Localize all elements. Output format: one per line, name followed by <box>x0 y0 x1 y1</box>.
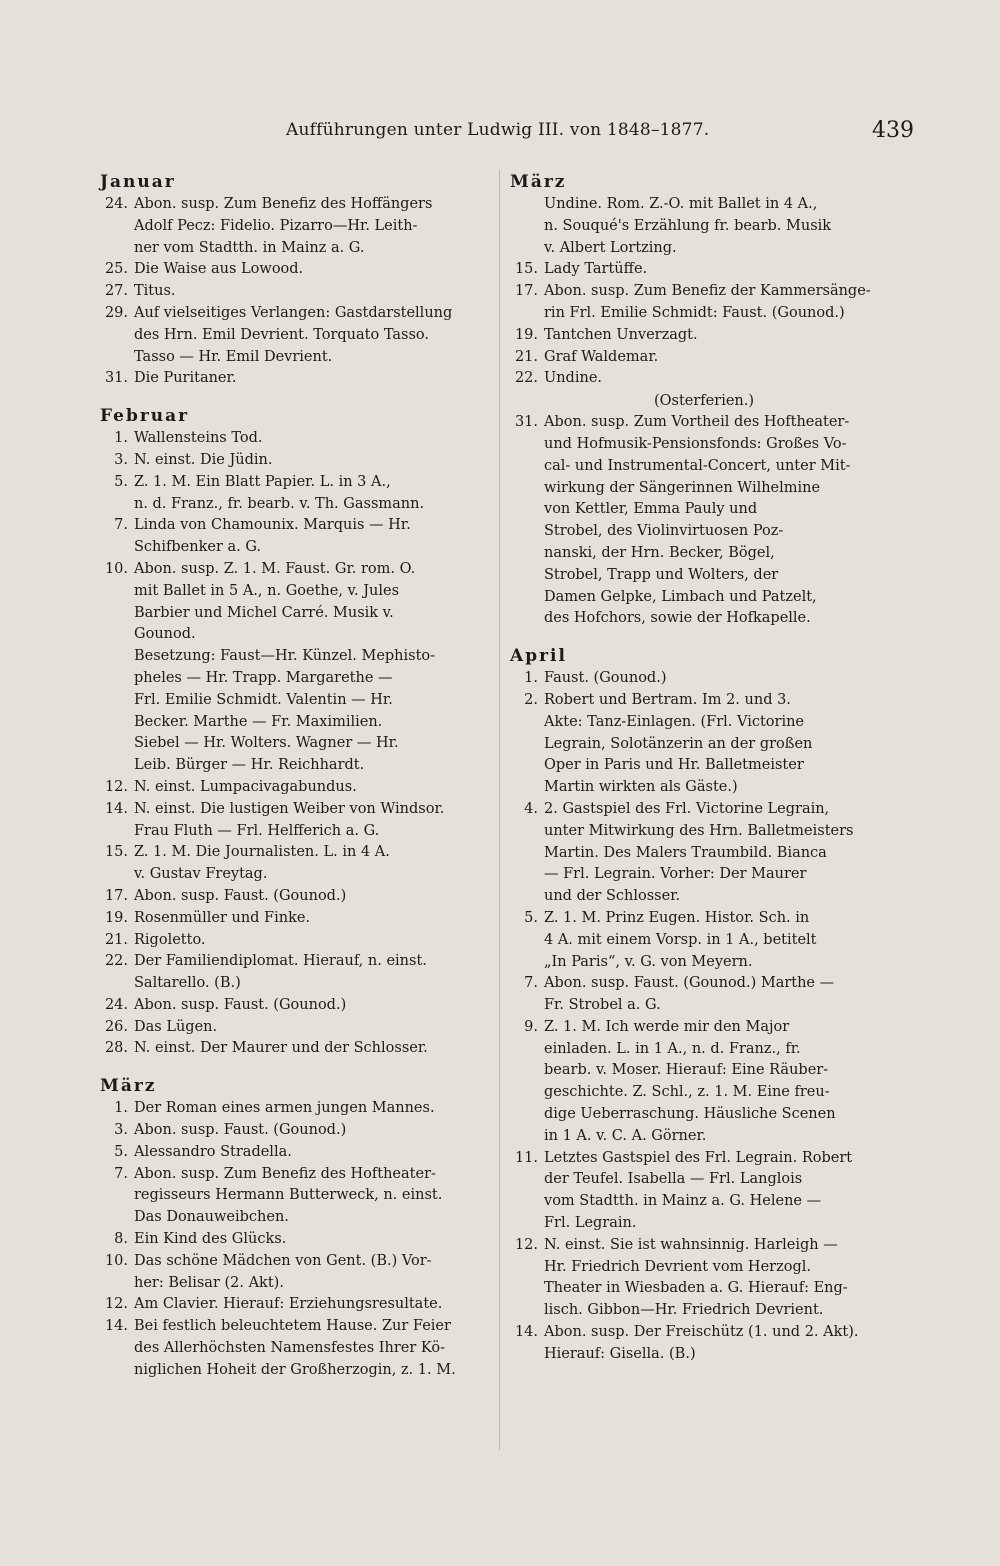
entry-text-line: pheles — Hr. Trapp. Margarethe — <box>134 669 393 686</box>
performance-entry <box>100 908 490 930</box>
entry-text-line: her: Belisar (2. Akt). <box>134 1274 284 1291</box>
entry-date: 14. <box>514 1324 538 1341</box>
performance-entry <box>100 1251 490 1295</box>
entry-text-line: mit Ballet in 5 A., n. Goethe, v. Jules <box>134 582 400 599</box>
entry-text-line: Alessandro Stradella. <box>134 1143 292 1160</box>
entry-text-line: Abon. susp. Zum Benefiz des Hoffängers <box>134 196 433 212</box>
entry-text-line: Wallensteins Tod. <box>134 430 263 447</box>
entry-date: 4. <box>524 800 538 817</box>
entry-text-line: geschichte. Z. Schl., z. 1. M. Eine freu- <box>544 1084 830 1101</box>
entry-text-line: Linda von Chamounix. Marquis — Hr. <box>134 517 411 534</box>
entry-text-line: lisch. Gibbon—Hr. Friedrich Devrient. <box>544 1302 824 1319</box>
entry-text-line: — Frl. Legrain. Vorher: Der Maurer <box>544 866 807 883</box>
entry-text-line: 4 A. mit einem Vorsp. in 1 A., betitelt <box>544 931 817 948</box>
entry-date: 29. <box>104 304 128 321</box>
entry-text-line: Z. 1. M. Die Journalisten. L. in 4 A. <box>134 844 390 861</box>
entry-text-line: des Hrn. Emil Devrient. Torquato Tasso. <box>134 326 429 343</box>
entry-text-line: Akte: Tanz-Einlagen. (Frl. Victorine <box>544 713 805 730</box>
performance-entry <box>100 842 490 886</box>
entry-text-line: des Allerhöchsten Namensfestes Ihrer Kö- <box>134 1340 445 1357</box>
entry-text-line: niglichen Hoheit der Großherzogin, z. 1. M. <box>134 1361 456 1378</box>
entry-date: 5. <box>114 473 128 490</box>
performance-entry <box>100 515 490 559</box>
performance-entry <box>100 472 490 516</box>
entry-date: 22. <box>104 953 128 970</box>
entry-text-line: n. d. Franz., fr. bearb. v. Th. Gassmann. <box>134 495 425 512</box>
entry-date: 19. <box>514 326 538 343</box>
entry-text-line: N. einst. Lumpacivagabundus. <box>134 778 357 795</box>
entry-text-line: Rosenmüller und Finke. <box>134 909 311 926</box>
entry-text-line: Faust. (Gounod.) <box>544 670 667 687</box>
performance-entry <box>100 1120 490 1142</box>
page-number: 439 <box>872 118 914 143</box>
entry-text-line: und der Schlosser. <box>544 888 681 905</box>
performance-entry <box>510 1235 898 1322</box>
entry-date: 17. <box>104 887 128 904</box>
right-column <box>510 170 898 1366</box>
performance-entry <box>510 194 898 259</box>
entry-date: 1. <box>114 430 128 447</box>
entry-text-line: Z. 1. M. Ein Blatt Papier. L. in 3 A., <box>134 473 391 490</box>
entry-text-line: Z. 1. M. Ich werde mir den Major <box>544 1018 790 1035</box>
entry-text-line: Abon. susp. Zum Benefiz der Kammersänge- <box>544 283 871 300</box>
performance-entry <box>100 428 490 450</box>
entry-date: 11. <box>514 1149 538 1166</box>
entry-date: 24. <box>104 996 128 1013</box>
entry-text-line: Tasso — Hr. Emil Devrient. <box>134 348 333 365</box>
entry-date: 8. <box>114 1231 128 1248</box>
entry-date: 31. <box>104 370 128 387</box>
entry-date: 7. <box>114 517 128 534</box>
entry-text-line: Ein Kind des Glücks. <box>134 1231 287 1248</box>
entry-text-line: Abon. susp. Faust. (Gounod.) Marthe — <box>544 975 835 992</box>
performance-entry <box>510 1017 898 1148</box>
entry-date: 21. <box>514 348 538 365</box>
entry-text-line: „In Paris“, v. G. von Meyern. <box>544 953 753 970</box>
column-divider <box>499 170 500 1450</box>
performance-entry <box>100 303 490 368</box>
entry-date: 21. <box>104 931 128 948</box>
entry-text-line: Am Clavier. Hierauf: Erziehungsresultate. <box>134 1296 443 1313</box>
entry-text-line: von Kettler, Emma Pauly und <box>544 501 758 518</box>
performance-entry <box>100 951 490 995</box>
entry-text-line: N. einst. Die lustigen Weiber von Windsor. <box>134 800 445 817</box>
entry-text-line: Graf Waldemar. <box>544 348 659 365</box>
entry-date: 14. <box>104 1318 128 1335</box>
entry-text-line: Legrain, Solotänzerin an der großen <box>544 735 813 752</box>
performance-entry <box>510 690 898 799</box>
entry-date: 7. <box>524 975 538 992</box>
entry-text-line: Undine. <box>544 370 603 387</box>
performance-entry <box>100 646 490 777</box>
entry-date: 19. <box>104 909 128 926</box>
entry-text-line: Abon. susp. Der Freischütz (1. und 2. Akt). <box>544 1324 859 1341</box>
entry-text-line: Auf vielseitiges Verlangen: Gastdarstellung <box>134 304 453 321</box>
month-heading: März <box>100 1076 157 1097</box>
entry-date: 31. <box>514 414 538 431</box>
entry-text-line: rin Frl. Emilie Schmidt: Faust. (Gounod.) <box>544 304 845 321</box>
entry-date: 12. <box>104 778 128 795</box>
entry-text-line: Abon. susp. Zum Vortheil des Hoftheater- <box>544 414 850 431</box>
entry-text-line: nanski, der Hrn. Becker, Bögel, <box>544 544 775 561</box>
entry-date: 26. <box>104 1018 128 1035</box>
entry-text-line: Gounod. <box>134 626 196 643</box>
entry-date: 1. <box>524 670 538 687</box>
entry-text-line: Becker. Marthe — Fr. Maximilien. <box>134 713 383 730</box>
performance-entry <box>100 1229 490 1251</box>
entry-text-line: Abon. susp. Zum Benefiz des Hoftheater- <box>134 1165 436 1182</box>
entry-text-line: Das Lügen. <box>134 1018 218 1035</box>
performance-entry <box>100 799 490 843</box>
performance-entry <box>510 325 898 347</box>
performance-entry <box>510 908 898 973</box>
entry-text-line: ner vom Stadtth. in Mainz a. G. <box>134 239 365 256</box>
performance-entry <box>510 259 898 281</box>
entry-text-line: Die Waise aus Lowood. <box>134 261 304 278</box>
entry-date: 14. <box>104 800 128 817</box>
entry-text-line: Frl. Legrain. <box>544 1215 637 1232</box>
entry-text-line: Hierauf: Gisella. (B.) <box>544 1345 696 1362</box>
performance-entry <box>100 559 490 646</box>
entry-text-line: Das schöne Mädchen von Gent. (B.) Vor- <box>134 1252 432 1269</box>
performance-entry <box>100 886 490 908</box>
entry-text-line: Bei festlich beleuchtetem Hause. Zur Feier <box>134 1318 451 1335</box>
entry-text-line: vom Stadtth. in Mainz a. G. Helene — <box>544 1193 822 1210</box>
entry-text-line: bearb. v. Moser. Hierauf: Eine Räuber- <box>544 1062 829 1079</box>
entry-text-line: regisseurs Hermann Butterweck, n. einst. <box>134 1187 443 1204</box>
performance-entry <box>100 1098 490 1120</box>
entry-text-line: Besetzung: Faust—Hr. Künzel. Mephisto- <box>134 648 436 665</box>
entry-date: 7. <box>114 1165 128 1182</box>
entry-text-line: Theater in Wiesbaden a. G. Hierauf: Eng- <box>544 1280 848 1297</box>
entry-text-line: wirkung der Sängerinnen Wilhelmine <box>544 479 821 496</box>
performance-entry <box>100 1142 490 1164</box>
left-column <box>100 170 490 1382</box>
entry-text-line: Damen Gelpke, Limbach und Patzelt, <box>544 588 817 605</box>
entry-date: 17. <box>514 283 538 300</box>
entry-text-line: Lady Tartüffe. <box>544 261 648 278</box>
entry-text-line: Titus. <box>134 283 176 300</box>
entry-text-line: und Hofmusik-Pensionsfonds: Großes Vo- <box>544 435 847 452</box>
entry-date: 5. <box>114 1143 128 1160</box>
entry-text-line: Saltarello. (B.) <box>134 975 241 992</box>
entry-text-line: dige Ueberraschung. Häusliche Scenen <box>544 1106 836 1123</box>
performance-entry <box>510 1148 898 1235</box>
entry-text-line: Der Roman eines armen jungen Mannes. <box>134 1100 435 1117</box>
entry-text-line: Fr. Strobel a. G. <box>544 997 661 1014</box>
entry-text-line: Undine. Rom. Z.-O. mit Ballet in 4 A., <box>544 196 818 212</box>
performance-entry <box>100 450 490 472</box>
performance-entry <box>100 1038 490 1060</box>
entry-text-line: Barbier und Michel Carré. Musik v. <box>134 604 394 621</box>
month-heading: Februar <box>100 406 190 427</box>
performance-entry <box>510 668 898 690</box>
entry-text-line: cal- und Instrumental-Concert, unter Mit- <box>544 457 851 474</box>
entry-date: 22. <box>514 370 538 387</box>
performance-entry <box>510 799 898 908</box>
entry-text-line: Rigoletto. <box>134 931 206 948</box>
entry-date: 2. <box>524 691 538 708</box>
month-heading: März <box>510 172 567 192</box>
entry-text-line: Robert und Bertram. Im 2. und 3. <box>544 691 791 708</box>
entry-text-line: der Teufel. Isabella — Frl. Langlois <box>544 1171 803 1188</box>
entry-text-line: Adolf Pecz: Fidelio. Pizarro—Hr. Leith- <box>134 217 418 234</box>
entry-text-line: Strobel, des Violinvirtuosen Poz- <box>544 523 784 540</box>
performance-entry <box>510 412 898 630</box>
entry-date: 3. <box>114 1122 128 1139</box>
entry-text-line: Leib. Bürger — Hr. Reichhardt. <box>134 757 365 774</box>
entry-date: 10. <box>104 560 128 577</box>
entry-text-line: 2. Gastspiel des Frl. Victorine Legrain, <box>544 800 830 817</box>
entry-text-line: Oper in Paris und Hr. Balletmeister <box>544 757 804 774</box>
entry-text-line: Der Familiendiplomat. Hierauf, n. einst. <box>134 953 427 970</box>
entry-text-line: Abon. susp. Faust. (Gounod.) <box>134 1122 347 1139</box>
performance-entry <box>100 368 490 390</box>
entry-text-line: Das Donauweibchen. <box>134 1209 289 1226</box>
performance-entry <box>510 281 898 325</box>
entry-text-line: Z. 1. M. Prinz Eugen. Histor. Sch. in <box>544 909 810 926</box>
entry-date: 27. <box>104 283 128 300</box>
entry-date: 5. <box>524 909 538 926</box>
entry-date: 28. <box>104 1040 128 1057</box>
entry-text-line: Martin wirkten als Gäste.) <box>544 779 738 796</box>
entry-text-line: unter Mitwirkung des Hrn. Balletmeisters <box>544 822 854 839</box>
performance-entry <box>100 281 490 303</box>
entry-text-line: einladen. L. in 1 A., n. d. Franz., fr. <box>544 1040 801 1057</box>
performance-entry <box>100 1017 490 1039</box>
performance-entry <box>510 973 898 1017</box>
running-title: Aufführungen unter Ludwig III. von 1848–1877. <box>286 120 710 140</box>
entry-date: 1. <box>114 1100 128 1117</box>
performance-entry <box>510 347 898 369</box>
entry-text-line: N. einst. Die Jüdin. <box>134 451 273 468</box>
entry-text-line: Strobel, Trapp und Wolters, der <box>544 566 779 583</box>
entry-text-line: Frl. Emilie Schmidt. Valentin — Hr. <box>134 691 393 708</box>
entry-date: 25. <box>104 261 128 278</box>
entry-text-line: Die Puritaner. <box>134 370 237 387</box>
performance-entry <box>100 1294 490 1316</box>
entry-date: 12. <box>514 1236 538 1253</box>
entry-text-line: Frau Fluth — Frl. Helfferich a. G. <box>134 822 380 839</box>
entry-text-line: Letztes Gastspiel des Frl. Legrain. Robert <box>544 1149 853 1166</box>
entry-text-line: Abon. susp. Faust. (Gounod.) <box>134 996 347 1013</box>
performance-entry <box>510 368 898 390</box>
entry-text-line: Abon. susp. Faust. (Gounod.) <box>134 887 347 904</box>
entry-date: 15. <box>514 261 538 278</box>
performance-entry <box>100 930 490 952</box>
entry-text-line: Abon. susp. Z. 1. M. Faust. Gr. rom. O. <box>134 560 416 577</box>
entry-text-line: n. Souqué's Erzählung fr. bearb. Musik <box>544 217 832 234</box>
entry-date: 15. <box>104 844 128 861</box>
entry-text-line: Tantchen Unverzagt. <box>544 326 698 343</box>
performance-entry <box>510 1322 898 1366</box>
month-heading: April <box>510 646 567 667</box>
entry-date: 10. <box>104 1252 128 1269</box>
performance-entry <box>100 1164 490 1229</box>
entry-text-line: Schifbenker a. G. <box>134 539 262 556</box>
entry-text-line: in 1 A. v. C. A. Görner. <box>544 1127 707 1144</box>
entry-date: 3. <box>114 451 128 468</box>
entry-date: 12. <box>104 1296 128 1313</box>
entry-text-line: des Hofchors, sowie der Hofkapelle. <box>544 610 811 627</box>
entry-date: 9. <box>524 1018 538 1035</box>
performance-entry <box>100 1316 490 1381</box>
entry-text-line: Siebel — Hr. Wolters. Wagner — Hr. <box>134 735 399 752</box>
performance-entry <box>100 777 490 799</box>
performance-entry <box>100 995 490 1017</box>
entry-text-line: Martin. Des Malers Traumbild. Bianca <box>544 844 827 861</box>
section-note: (Osterferien.) <box>653 393 755 410</box>
entry-text-line: v. Albert Lortzing. <box>544 239 677 256</box>
page-header <box>0 118 1000 148</box>
performance-entry <box>100 259 490 281</box>
entry-text-line: N. einst. Sie ist wahnsinnig. Harleigh — <box>544 1236 838 1253</box>
entry-text-line: N. einst. Der Maurer und der Schlosser. <box>134 1040 428 1057</box>
month-heading: Januar <box>100 172 176 192</box>
performance-entry <box>100 194 490 259</box>
entry-date: 24. <box>104 196 128 212</box>
entry-text-line: Hr. Friedrich Devrient vom Herzogl. <box>544 1258 811 1275</box>
entry-text-line: v. Gustav Freytag. <box>134 866 268 883</box>
